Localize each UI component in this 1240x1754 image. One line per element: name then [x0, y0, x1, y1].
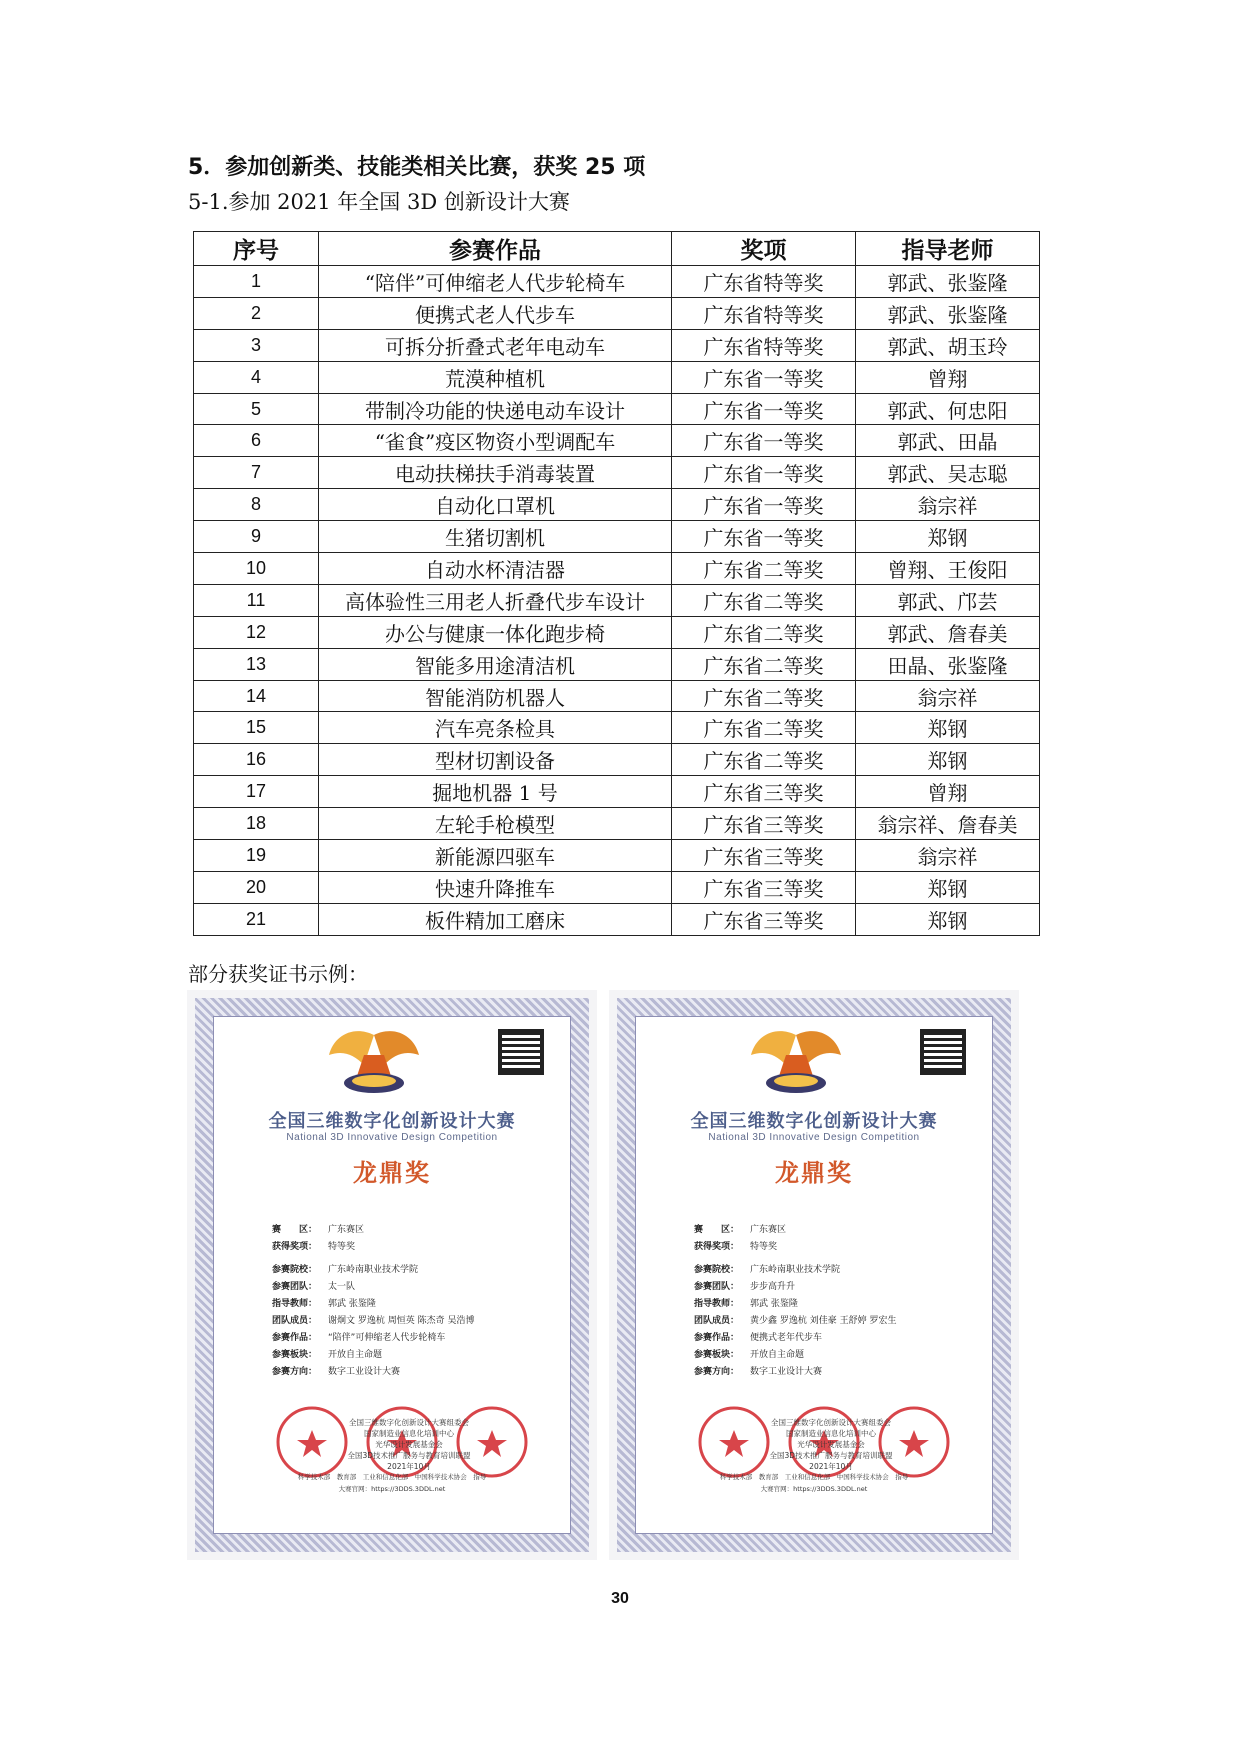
certificate-field: 参赛团队： 太一队	[272, 1282, 356, 1292]
qr-code-icon	[498, 1029, 544, 1075]
cell-award: 广东省一等奖	[672, 393, 856, 425]
certificate-field: 参赛板块： 开放自主命题	[694, 1350, 805, 1360]
certificate-footer-website: 大赛官网：https://3DDS.3DDL.net	[760, 1485, 868, 1493]
cell-advisor: 郭武、田晶	[856, 425, 1040, 457]
cell-index: 14	[194, 680, 319, 712]
cell-work: 生猪切割机	[319, 521, 672, 553]
cell-index: 10	[194, 553, 319, 585]
cell-index: 8	[194, 489, 319, 521]
cell-work: 高体验性三用老人折叠代步车设计	[319, 584, 672, 616]
certificate-field: 指导教师： 郭武 张鉴隆	[694, 1299, 798, 1309]
cell-work: 自动化口罩机	[319, 489, 672, 521]
table-row	[194, 712, 1040, 744]
table-row	[194, 521, 1040, 553]
table-row	[194, 361, 1040, 393]
qr-code-icon	[920, 1029, 966, 1075]
page-number: 30	[611, 1590, 629, 1607]
cell-work: 型材切割设备	[319, 744, 672, 776]
cell-advisor: 曾翔、王俊阳	[856, 553, 1040, 585]
cell-index: 20	[194, 871, 319, 903]
cell-work: 可拆分折叠式老年电动车	[319, 329, 672, 361]
certificate-field: 参赛作品： 便携式老年代步车	[694, 1333, 823, 1343]
cell-index: 16	[194, 744, 319, 776]
table-row	[194, 266, 1040, 298]
cell-work: 智能消防机器人	[319, 680, 672, 712]
cell-award: 广东省一等奖	[672, 457, 856, 489]
table-header-row	[194, 232, 1040, 266]
section-heading: 5．参加创新类、技能类相关比赛，获奖 25 项	[188, 155, 646, 180]
cell-index: 21	[194, 903, 319, 935]
certificates-caption: 部分获奖证书示例：	[188, 962, 368, 986]
cell-work: 左轮手枪模型	[319, 808, 672, 840]
cell-index: 9	[194, 521, 319, 553]
cell-work: “陪伴”可伸缩老人代步轮椅车	[319, 266, 672, 298]
cell-index: 15	[194, 712, 319, 744]
cell-advisor: 翁宗祥	[856, 680, 1040, 712]
table-row	[194, 648, 1040, 680]
cell-award: 广东省一等奖	[672, 361, 856, 393]
cell-award: 广东省一等奖	[672, 425, 856, 457]
certificate-image-1	[187, 990, 597, 1560]
cell-index: 11	[194, 584, 319, 616]
awards-table	[193, 231, 1040, 936]
competition-logo-icon	[746, 1025, 846, 1105]
cell-advisor: 郑钢	[856, 521, 1040, 553]
table-row	[194, 616, 1040, 648]
cell-advisor: 翁宗祥	[856, 489, 1040, 521]
cell-award: 广东省三等奖	[672, 808, 856, 840]
cell-advisor: 翁宗祥、詹春美	[856, 808, 1040, 840]
certificate-field: 获得奖项： 特等奖	[694, 1242, 778, 1252]
cell-advisor: 郭武、张鉴隆	[856, 266, 1040, 298]
cell-advisor: 田晶、张鉴隆	[856, 648, 1040, 680]
seal-text: 全国三维数字化创新设计大赛组委会 国家制造业信息化培训中心 光华设计发展基金会 全国3D技术推广服务与教育培训联盟 2021年10月	[769, 1418, 893, 1471]
cell-work: 快速升降推车	[319, 871, 672, 903]
certificate-footer-sponsors: 科学技术部 教育部 工业和信息化部 中国科学技术协会 指导	[297, 1473, 487, 1481]
table-row	[194, 744, 1040, 776]
certificate-field: 赛 区： 广东赛区	[272, 1225, 365, 1235]
cell-work: 电动扶梯扶手消毒装置	[319, 457, 672, 489]
cell-advisor: 郑钢	[856, 903, 1040, 935]
certificate-field: 团队成员： 谢炯文 罗逸杭 周恒英 陈杰奇 吴浩博	[272, 1316, 475, 1326]
table-row	[194, 584, 1040, 616]
certificate-title: 全国三维数字化创新设计大赛	[690, 1111, 938, 1132]
cell-advisor: 曾翔	[856, 361, 1040, 393]
cell-advisor: 翁宗祥	[856, 840, 1040, 872]
cell-award: 广东省一等奖	[672, 521, 856, 553]
cell-index: 1	[194, 266, 319, 298]
cell-award: 广东省二等奖	[672, 553, 856, 585]
cell-advisor: 郭武、邝芸	[856, 584, 1040, 616]
certificate-field: 参赛院校： 广东岭南职业技术学院	[272, 1265, 419, 1275]
cell-advisor: 郑钢	[856, 712, 1040, 744]
certificate-footer-website: 大赛官网：https://3DDS.3DDL.net	[338, 1485, 446, 1493]
table-row	[194, 457, 1040, 489]
table-row	[194, 840, 1040, 872]
cell-index: 19	[194, 840, 319, 872]
certificate-award-name: 龙鼎奖	[775, 1159, 853, 1187]
cell-index: 6	[194, 425, 319, 457]
certificate-body	[635, 1016, 993, 1534]
column-header-award: 奖项	[672, 232, 856, 266]
cell-index: 17	[194, 776, 319, 808]
cell-advisor: 郭武、张鉴隆	[856, 297, 1040, 329]
cell-award: 广东省特等奖	[672, 297, 856, 329]
cell-award: 广东省特等奖	[672, 329, 856, 361]
cell-award: 广东省二等奖	[672, 744, 856, 776]
cell-index: 5	[194, 393, 319, 425]
cell-work: 板件精加工磨床	[319, 903, 672, 935]
certificate-award-name: 龙鼎奖	[353, 1159, 431, 1187]
certificate-field: 赛 区： 广东赛区	[694, 1225, 787, 1235]
table-row	[194, 425, 1040, 457]
cell-award: 广东省特等奖	[672, 266, 856, 298]
cell-award: 广东省二等奖	[672, 616, 856, 648]
certificate-subtitle: National 3D Innovative Design Competition	[286, 1132, 498, 1143]
certificate-field: 指导教师： 郭武 张鉴隆	[272, 1299, 376, 1309]
cell-work: 办公与健康一体化跑步椅	[319, 616, 672, 648]
column-header-work: 参赛作品	[319, 232, 672, 266]
cell-advisor: 曾翔	[856, 776, 1040, 808]
cell-advisor: 郭武、何忠阳	[856, 393, 1040, 425]
cell-index: 18	[194, 808, 319, 840]
cell-index: 7	[194, 457, 319, 489]
cell-award: 广东省三等奖	[672, 903, 856, 935]
table-row	[194, 329, 1040, 361]
cell-work: 便携式老人代步车	[319, 297, 672, 329]
table-row	[194, 489, 1040, 521]
cell-work: 掘地机器 1 号	[319, 776, 672, 808]
certificate-field: 参赛板块： 开放自主命题	[272, 1350, 383, 1360]
certificate-fields	[694, 1222, 896, 1381]
certificate-field: 参赛团队： 步步高升升	[694, 1282, 796, 1292]
certificate-fields	[272, 1222, 474, 1381]
cell-index: 12	[194, 616, 319, 648]
cell-index: 4	[194, 361, 319, 393]
table-row	[194, 553, 1040, 585]
certificate-footer-sponsors: 科学技术部 教育部 工业和信息化部 中国科学技术协会 指导	[719, 1473, 909, 1481]
table-row	[194, 776, 1040, 808]
cell-advisor: 郑钢	[856, 871, 1040, 903]
certificate-title: 全国三维数字化创新设计大赛	[268, 1111, 516, 1132]
table-row	[194, 903, 1040, 935]
certificate-image-2	[609, 990, 1019, 1560]
certificate-field: 团队成员： 黄少鑫 罗逸杭 刘佳豪 王舒婷 罗宏生	[694, 1316, 897, 1326]
cell-award: 广东省二等奖	[672, 680, 856, 712]
cell-award: 广东省三等奖	[672, 871, 856, 903]
cell-index: 13	[194, 648, 319, 680]
cell-award: 广东省三等奖	[672, 776, 856, 808]
cell-work: “雀食”疫区物资小型调配车	[319, 425, 672, 457]
column-header-index: 序号	[194, 232, 319, 266]
cell-work: 自动水杯清洁器	[319, 553, 672, 585]
table-row	[194, 871, 1040, 903]
certificate-field: 参赛方向： 数字工业设计大赛	[694, 1367, 823, 1377]
certificate-subtitle: National 3D Innovative Design Competition	[708, 1132, 920, 1143]
seal-text: 全国三维数字化创新设计大赛组委会 国家制造业信息化培训中心 光华设计发展基金会 全国3D技术推广服务与教育培训联盟 2021年10月	[347, 1418, 471, 1471]
cell-advisor: 郭武、詹春美	[856, 616, 1040, 648]
certificate-field: 参赛作品： “陪伴”可伸缩老人代步轮椅车	[272, 1333, 446, 1343]
cell-advisor: 郭武、吴志聪	[856, 457, 1040, 489]
cell-work: 荒漠种植机	[319, 361, 672, 393]
certificate-field: 参赛院校： 广东岭南职业技术学院	[694, 1265, 841, 1275]
cell-work: 新能源四驱车	[319, 840, 672, 872]
certificate-field: 参赛方向： 数字工业设计大赛	[272, 1367, 401, 1377]
cell-work: 智能多用途清洁机	[319, 648, 672, 680]
cell-award: 广东省二等奖	[672, 584, 856, 616]
subsection-heading: 5-1.参加 2021 年全国 3D 创新设计大赛	[188, 190, 570, 214]
certificate-field: 获得奖项： 特等奖	[272, 1242, 356, 1252]
cell-award: 广东省三等奖	[672, 840, 856, 872]
cell-work: 带制冷功能的快递电动车设计	[319, 393, 672, 425]
table-row	[194, 297, 1040, 329]
cell-index: 3	[194, 329, 319, 361]
cell-index: 2	[194, 297, 319, 329]
table-row	[194, 680, 1040, 712]
cell-advisor: 郑钢	[856, 744, 1040, 776]
column-header-advisor: 指导老师	[856, 232, 1040, 266]
cell-award: 广东省二等奖	[672, 648, 856, 680]
table-row	[194, 808, 1040, 840]
cell-award: 广东省一等奖	[672, 489, 856, 521]
cell-award: 广东省二等奖	[672, 712, 856, 744]
competition-logo-icon	[324, 1025, 424, 1105]
table-row	[194, 393, 1040, 425]
certificate-body	[213, 1016, 571, 1534]
cell-work: 汽车亮条检具	[319, 712, 672, 744]
cell-advisor: 郭武、胡玉玲	[856, 329, 1040, 361]
